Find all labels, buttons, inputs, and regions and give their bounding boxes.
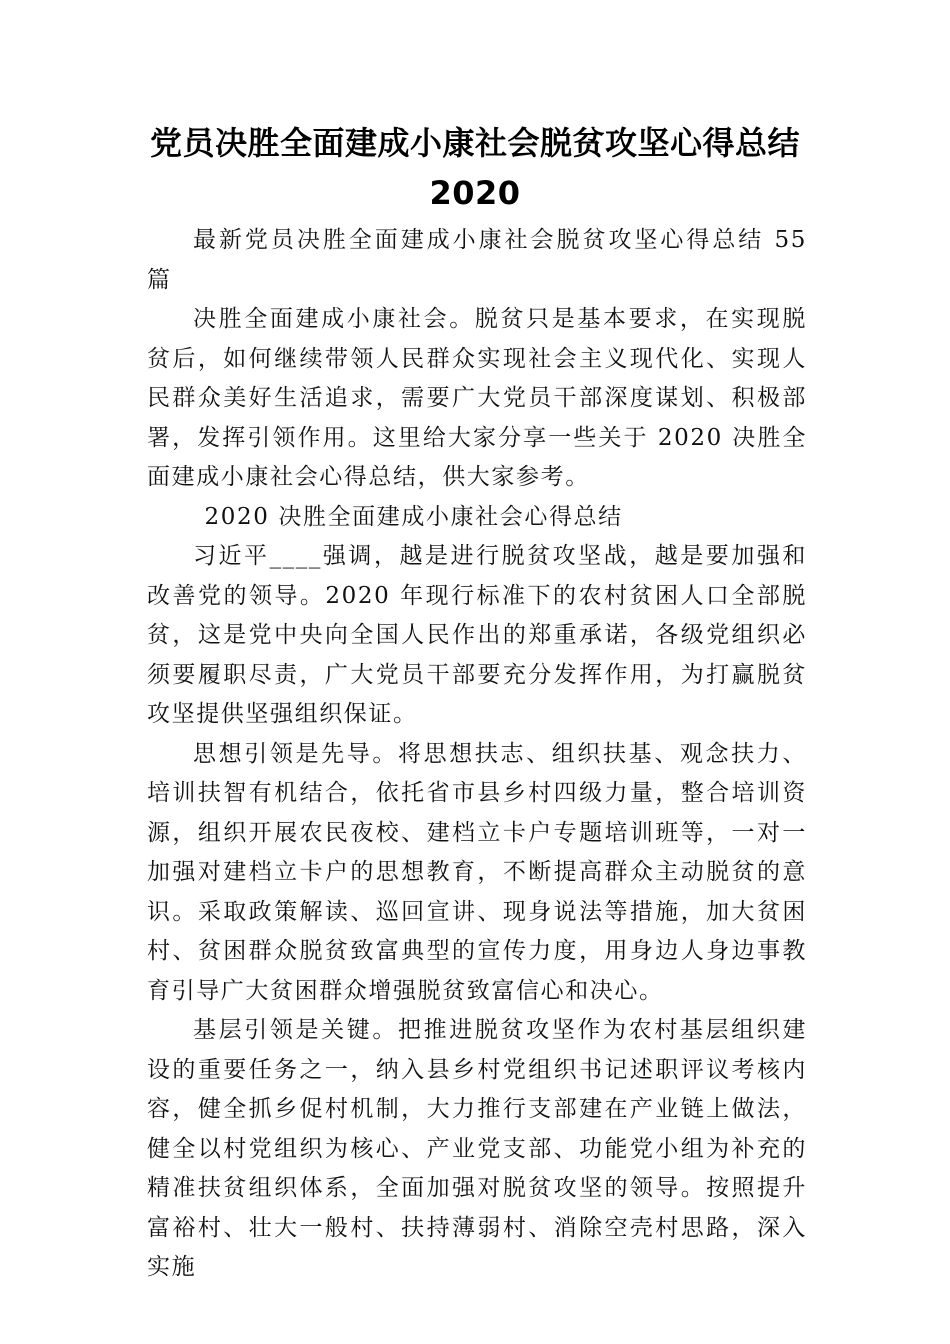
- section-heading: 2020 决胜全面建成小康社会心得总结: [204, 503, 623, 530]
- intro-paragraph: 最新党员决胜全面建成小康社会脱贫攻坚心得总结 55 篇: [147, 227, 807, 293]
- document-title: 党员决胜全面建成小康社会脱贫攻坚心得总结2020: [149, 124, 800, 212]
- body-paragraph: 思想引领是先导。将思想扶志、组织扶基、观念扶力、培训扶智有机结合，依托省市县乡村四级力量，整合培训资源，组织开展农民夜校、建档立卡户专题培训班等，一对一加强对建档立卡户的思想教育，不断提高群众主动脱贫的意识。采取政策解读、巡回宣讲、现身说法等措施，加大贫困村、贫困群众脱贫致富典型的宣传力度，用身边人身边事教育引导广大贫困群众增强脱贫致富信心和决心。: [147, 740, 807, 1004]
- body-paragraph: 决胜全面建成小康社会。脱贫只是基本要求，在实现脱贫后，如何继续带领人民群众实现社会主义现代化、实现人民群众美好生活追求，需要广大党员干部深度谋划、积极部署，发挥引领作用。这里给大家分享一些关于 2020 决胜全面建成小康社会心得总结，供大家参考。: [147, 306, 807, 490]
- body-paragraph: 基层引领是关键。把推进脱贫攻坚作为农村基层组织建设的重要任务之一，纳入县乡村党组织书记述职评议考核内容，健全抓乡促村机制，大力推行支部建在产业链上做法，健全以村党组织为核心、产业党支部、功能党小组为补充的精准扶贫组织体系，全面加强对脱贫攻坚的领导。按照提升富裕村、壮大一般村、扶持薄弱村、消除空壳村思路，深入实施: [147, 1017, 807, 1280]
- body-paragraph: 习近平____强调，越是进行脱贫攻坚战，越是要加强和改善党的领导。2020 年现行标准下的农村贫困人口全部脱贫，这是党中央向全国人民作出的郑重承诺，各级党组织必须要履职尽责，广大党员干部要充分发挥作用，为打赢脱贫攻坚提供坚强组织保证。: [147, 543, 807, 727]
- document-body: [147, 221, 807, 1288]
